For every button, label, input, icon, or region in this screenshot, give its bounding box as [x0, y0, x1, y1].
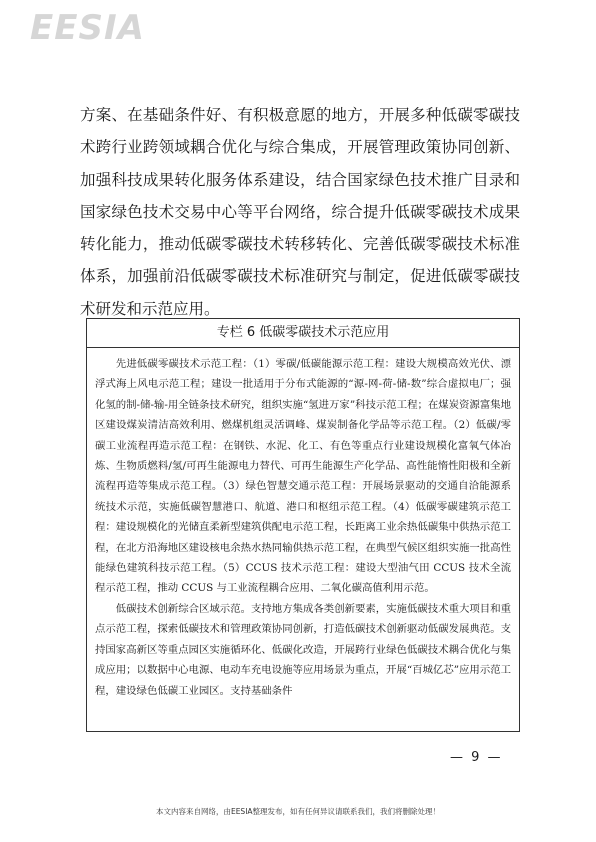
column-paragraph: 低碳技术创新综合区域示范。支持地方集成各类创新要素，实施低碳技术重大项目和重点示范工程，探索低碳技术和管理政策协同创新，打造低碳技术创新驱动低碳发展典范。支持国家高新区等重点园区实施循环化、低碳化改造，开展跨行业绿色低碳技术耦合优化与集成应用；以数据中心电源、电动车充电设施等应用场景为重点，开展“百城亿芯”应用示范工程，建设绿色低碳工业园区。支持基础条件	[95, 602, 511, 697]
column-title: 专栏 6 低碳零碳技术示范应用	[87, 319, 519, 348]
footer-disclaimer: 本文内容来自网络，由EESIA整理发布，如有任何异议请联系我们，我们将删除处理！	[155, 807, 441, 816]
body-paragraph: 方案、在基础条件好、有积极意愿的地方，开展多种低碳零碳技术跨行业跨领域耦合优化与综合集成，开展管理政策协同创新、加强科技成果转化服务体系建设，结合国家绿色技术推广目录和国家绿色技术交易中心等平台网络，综合提升低碳零碳技术成果转化能力，推动低碳零碳技术转移转化、完善低碳零碳技术标准体系，加强前沿低碳零碳技术标准研究与制定，促进低碳零碳技术研发和示范应用。	[80, 106, 520, 318]
eesia-logo: EESIA	[30, 8, 145, 48]
page-number: — 9 —	[450, 750, 503, 765]
column-paragraph: 先进低碳零碳技术示范工程：（1）零碳/低碳能源示范工程：建设大规模高效光伏、漂浮式海上风电示范工程；建设一批适用于分布式能源的“源-网-荷-储-数”综合虚拟电厂；强化氢的制-储-输-用全链条技术研究，组织实施“氢进万家”科技示范工程；在煤炭资源富集地区建设煤炭清洁高效利用、燃煤机组灵活调峰、煤炭制备化学品等示范工程。（2）低碳/零碳工业流程再造示范工程：在钢铁、水泥、化工、有色等重点行业建设规模化富氧气体冶炼、生物质燃料/氢/可再生能源电力替代、可再生能源生产化学品、高性能惰性阳极和全新流程再造等集成示范工程。（3）绿色智慧交通示范工程：开展场景驱动的交通自洽能源系统技术示范，实施低碳智慧港口、航道、港口和枢纽示范工程。（4）低碳零碳建筑示范工程：建设规模化的光储直柔新型建筑供配电示范工程，长距离工业余热低碳集中供热示范工程，在北方沿海地区建设核电余热水热同输供热示范工程，在典型气候区组织实施一批高性能绿色建筑科技示范工程。（5）CCUS 技术示范工程：建设大型油气田 CCUS 技术全流程示范工程，推动 CCUS 与工业流程耦合应用、二氧化碳高值利用示范。	[95, 358, 511, 595]
column-content	[87, 348, 519, 701]
column-box	[86, 318, 520, 732]
